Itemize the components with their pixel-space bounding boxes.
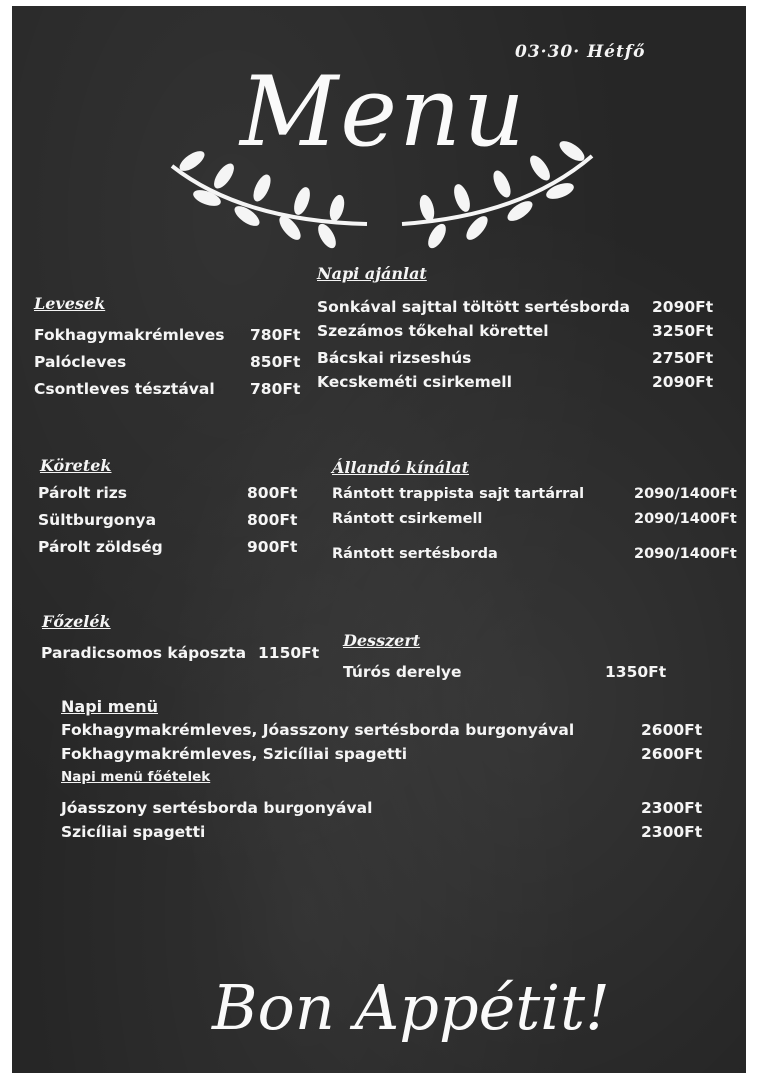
item-price: 2090/1400Ft [634, 511, 737, 527]
list-item: Rántott csirkemell [332, 511, 483, 527]
item-price: 2600Ft [641, 721, 703, 739]
chalkboard [12, 6, 746, 1073]
list-item: Szicíliai spagetti [61, 823, 206, 841]
item-price: 2300Ft [641, 799, 703, 817]
item-price: 780Ft [250, 326, 301, 344]
item-price: 800Ft [247, 484, 298, 502]
item-price: 900Ft [247, 538, 298, 556]
list-item: Palócleves [34, 353, 127, 371]
list-item: Párolt rizs [38, 484, 128, 502]
item-price: 850Ft [250, 353, 301, 371]
list-item: Szezámos tőkehal körettel [317, 322, 549, 340]
list-item: Rántott sertésborda [332, 546, 498, 562]
list-item: Csontleves tésztával [34, 380, 215, 398]
list-item: Kecskeméti csirkemell [317, 373, 512, 391]
list-item: Párolt zöldség [38, 538, 163, 556]
list-item: Jóasszony sertésborda burgonyával [61, 799, 373, 817]
napi-ajanlat-heading: Napi ajánlat [317, 264, 427, 283]
list-item: Fokhagymakrémleves, Szicíliai spagetti [61, 745, 408, 763]
laurel-icon [162, 136, 602, 256]
list-item: Sonkával sajttal töltött sertésborda [317, 298, 630, 316]
list-item: Rántott trappista sajt tartárral [332, 486, 585, 502]
item-price: 2300Ft [641, 823, 703, 841]
item-price: 2600Ft [641, 745, 703, 763]
bon-appetit-footer: Bon Appétit! [212, 971, 610, 1044]
list-item: Túrós derelye [343, 663, 462, 681]
levesek-heading: Levesek [34, 294, 106, 313]
desszert-heading: Desszert [343, 631, 421, 650]
menu-title: Menu [240, 56, 527, 168]
item-price: 1150Ft [258, 644, 320, 662]
item-price: 780Ft [250, 380, 301, 398]
koretek-heading: Köretek [40, 456, 112, 475]
item-price: 1350Ft [605, 663, 667, 681]
list-item: Paradicsomos káposzta [41, 644, 247, 662]
item-price: 2090/1400Ft [634, 486, 737, 502]
list-item: Sültburgonya [38, 511, 157, 529]
item-price: 2090/1400Ft [634, 546, 737, 562]
list-item: Fokhagymakrémleves [34, 326, 225, 344]
item-price: 2750Ft [652, 349, 714, 367]
napi-menu-foetelek-heading: Napi menü főételek [61, 769, 211, 785]
item-price: 2090Ft [652, 298, 714, 316]
allando-heading: Állandó kínálat [332, 458, 469, 477]
menu-date: 03·30· Hétfő [515, 42, 646, 62]
list-item: Bácskai rizseshús [317, 349, 472, 367]
list-item: Fokhagymakrémleves, Jóasszony sertésborda burgonyával [61, 721, 575, 739]
napi-menu-heading: Napi menü [61, 697, 158, 716]
item-price: 2090Ft [652, 373, 714, 391]
item-price: 3250Ft [652, 322, 714, 340]
fozelek-heading: Főzelék [42, 612, 111, 631]
item-price: 800Ft [247, 511, 298, 529]
